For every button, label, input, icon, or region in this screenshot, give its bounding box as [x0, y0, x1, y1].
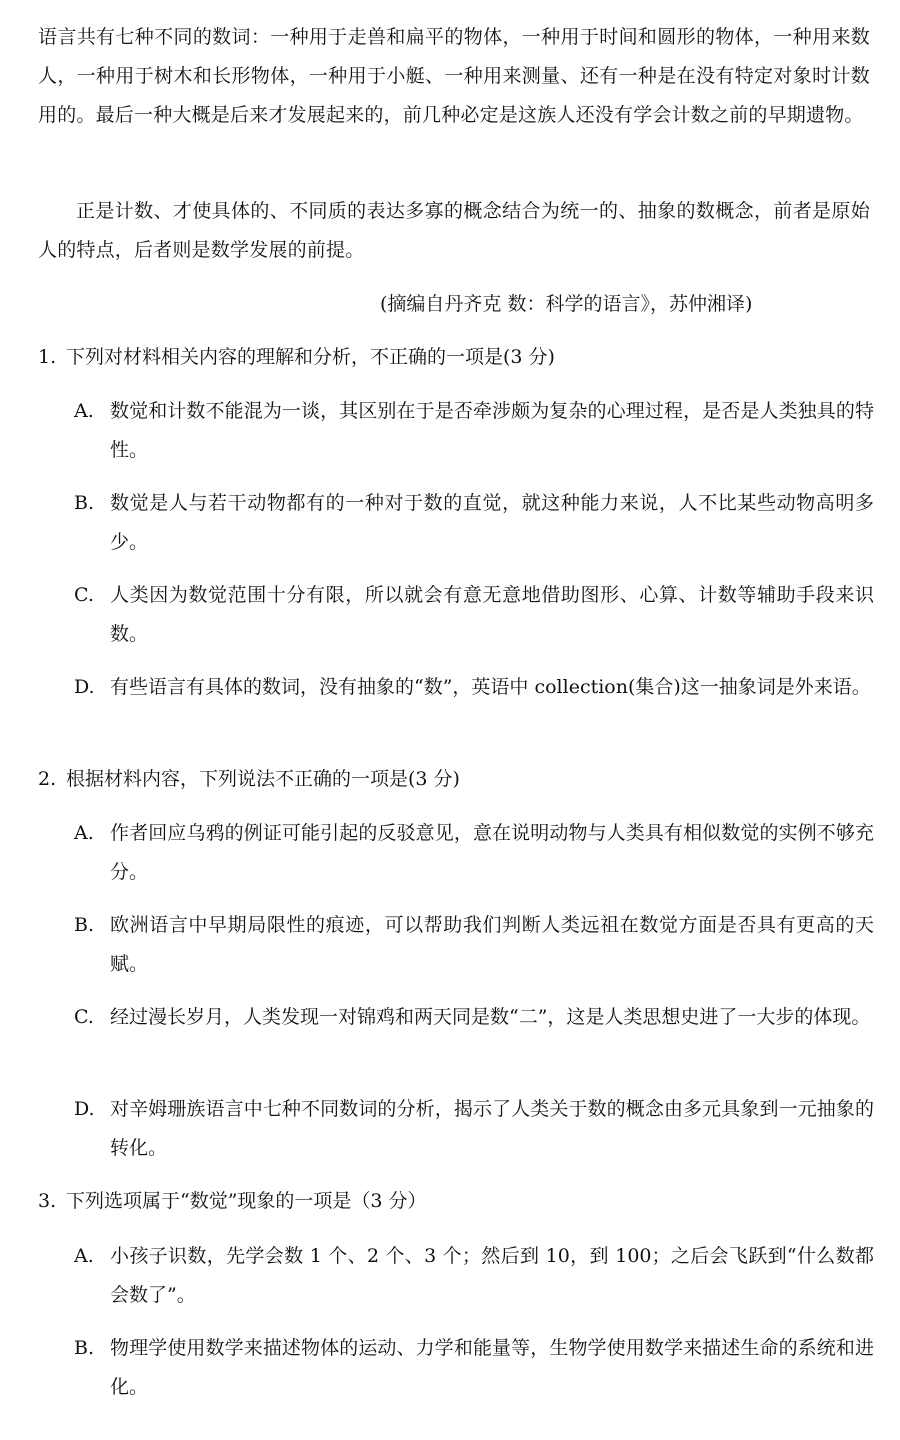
question-number: 3.: [38, 1190, 57, 1212]
option-text: 物理学使用数学来描述物体的运动、力学和能量等，生物学使用数学来描述生命的系统和进化。: [110, 1337, 874, 1398]
option-text: 数觉和计数不能混为一谈，其区别在于是否牵涉颇为复杂的心理过程，是否是人类独具的特性。: [110, 400, 874, 461]
option-text: 经过漫长岁月，人类发现一对锦鸡和两天同是数“二”，这是人类思想史进了一大步的体现。: [110, 1006, 871, 1028]
question-1-option-a: [74, 392, 874, 470]
question-3-option-a: [74, 1237, 874, 1315]
passage-paragraph-1: 语言共有七种不同的数词：一种用于走兽和扁平的物体，一种用于时间和圆形的物体，一种用来数人，一种用于树木和长形物体，一种用于小艇、一种用来测量、还有一种是在没有特定对象时计数用的。最后一种大概是后来才发展起来的，前几种必定是这族人还没有学会计数之前的早期遗物。: [38, 26, 870, 126]
question-number: 1.: [38, 346, 57, 368]
question-2-option-b: [74, 906, 874, 984]
option-text: 人类因为数觉范围十分有限，所以就会有意无意地借助图形、心算、计数等辅助手段来识数。: [110, 584, 874, 645]
question-1-option-d: [74, 668, 874, 707]
option-text: 作者回应乌鸦的例证可能引起的反驳意见，意在说明动物与人类具有相似数觉的实例不够充分。: [110, 822, 874, 883]
question-1: [38, 338, 878, 377]
option-text: 欧洲语言中早期局限性的痕迹，可以帮助我们判断人类远祖在数觉方面是否具有更高的天赋。: [110, 914, 874, 975]
question-1-option-c: [74, 576, 874, 654]
option-text: 有些语言有具体的数词，没有抽象的“数”，英语中 collection(集合)这一抽象词是外来语。: [110, 676, 871, 698]
option-letter: A.: [74, 822, 94, 844]
option-letter: D.: [74, 676, 95, 698]
option-letter: B.: [74, 492, 95, 514]
passage-source: (摘编自丹齐克 数：科学的语言》，苏仲湘译): [380, 293, 753, 315]
question-2-option-a: [74, 814, 874, 892]
option-letter: C.: [74, 584, 94, 606]
passage-paragraph-2: 正是计数、才使具体的、不同质的表达多寡的概念结合为统一的、抽象的数概念，前者是原始人的特点，后者则是数学发展的前提。: [38, 200, 870, 261]
option-letter: D.: [74, 1098, 95, 1120]
option-letter: B.: [74, 1337, 95, 1359]
question-stem: 下列选项属于“数觉”现象的一项是（3 分）: [66, 1190, 427, 1212]
option-letter: A.: [74, 400, 94, 422]
question-3-option-b: [74, 1329, 874, 1407]
question-2-option-d: [74, 1090, 874, 1168]
question-stem: 根据材料内容，下列说法不正确的一项是(3 分): [66, 768, 460, 790]
option-letter: C.: [74, 1006, 94, 1028]
option-text: 对辛姆珊族语言中七种不同数词的分析，揭示了人类关于数的概念由多元具象到一元抽象的转化。: [110, 1098, 874, 1159]
question-2-option-c: [74, 998, 874, 1037]
option-text: 小孩子识数，先学会数 1 个、2 个、3 个；然后到 10，到 100；之后会飞跃到“什么数都会数了”。: [110, 1245, 874, 1306]
option-letter: A.: [74, 1245, 94, 1267]
question-1-option-b: [74, 484, 874, 562]
question-stem: 下列对材料相关内容的理解和分析，不正确的一项是(3 分): [66, 346, 555, 368]
option-text: 数觉是人与若干动物都有的一种对于数的直觉，就这种能力来说，人不比某些动物高明多少。: [110, 492, 874, 553]
option-letter: B.: [74, 914, 95, 936]
question-2: [38, 760, 878, 799]
question-number: 2.: [38, 768, 57, 790]
question-3: [38, 1182, 878, 1221]
